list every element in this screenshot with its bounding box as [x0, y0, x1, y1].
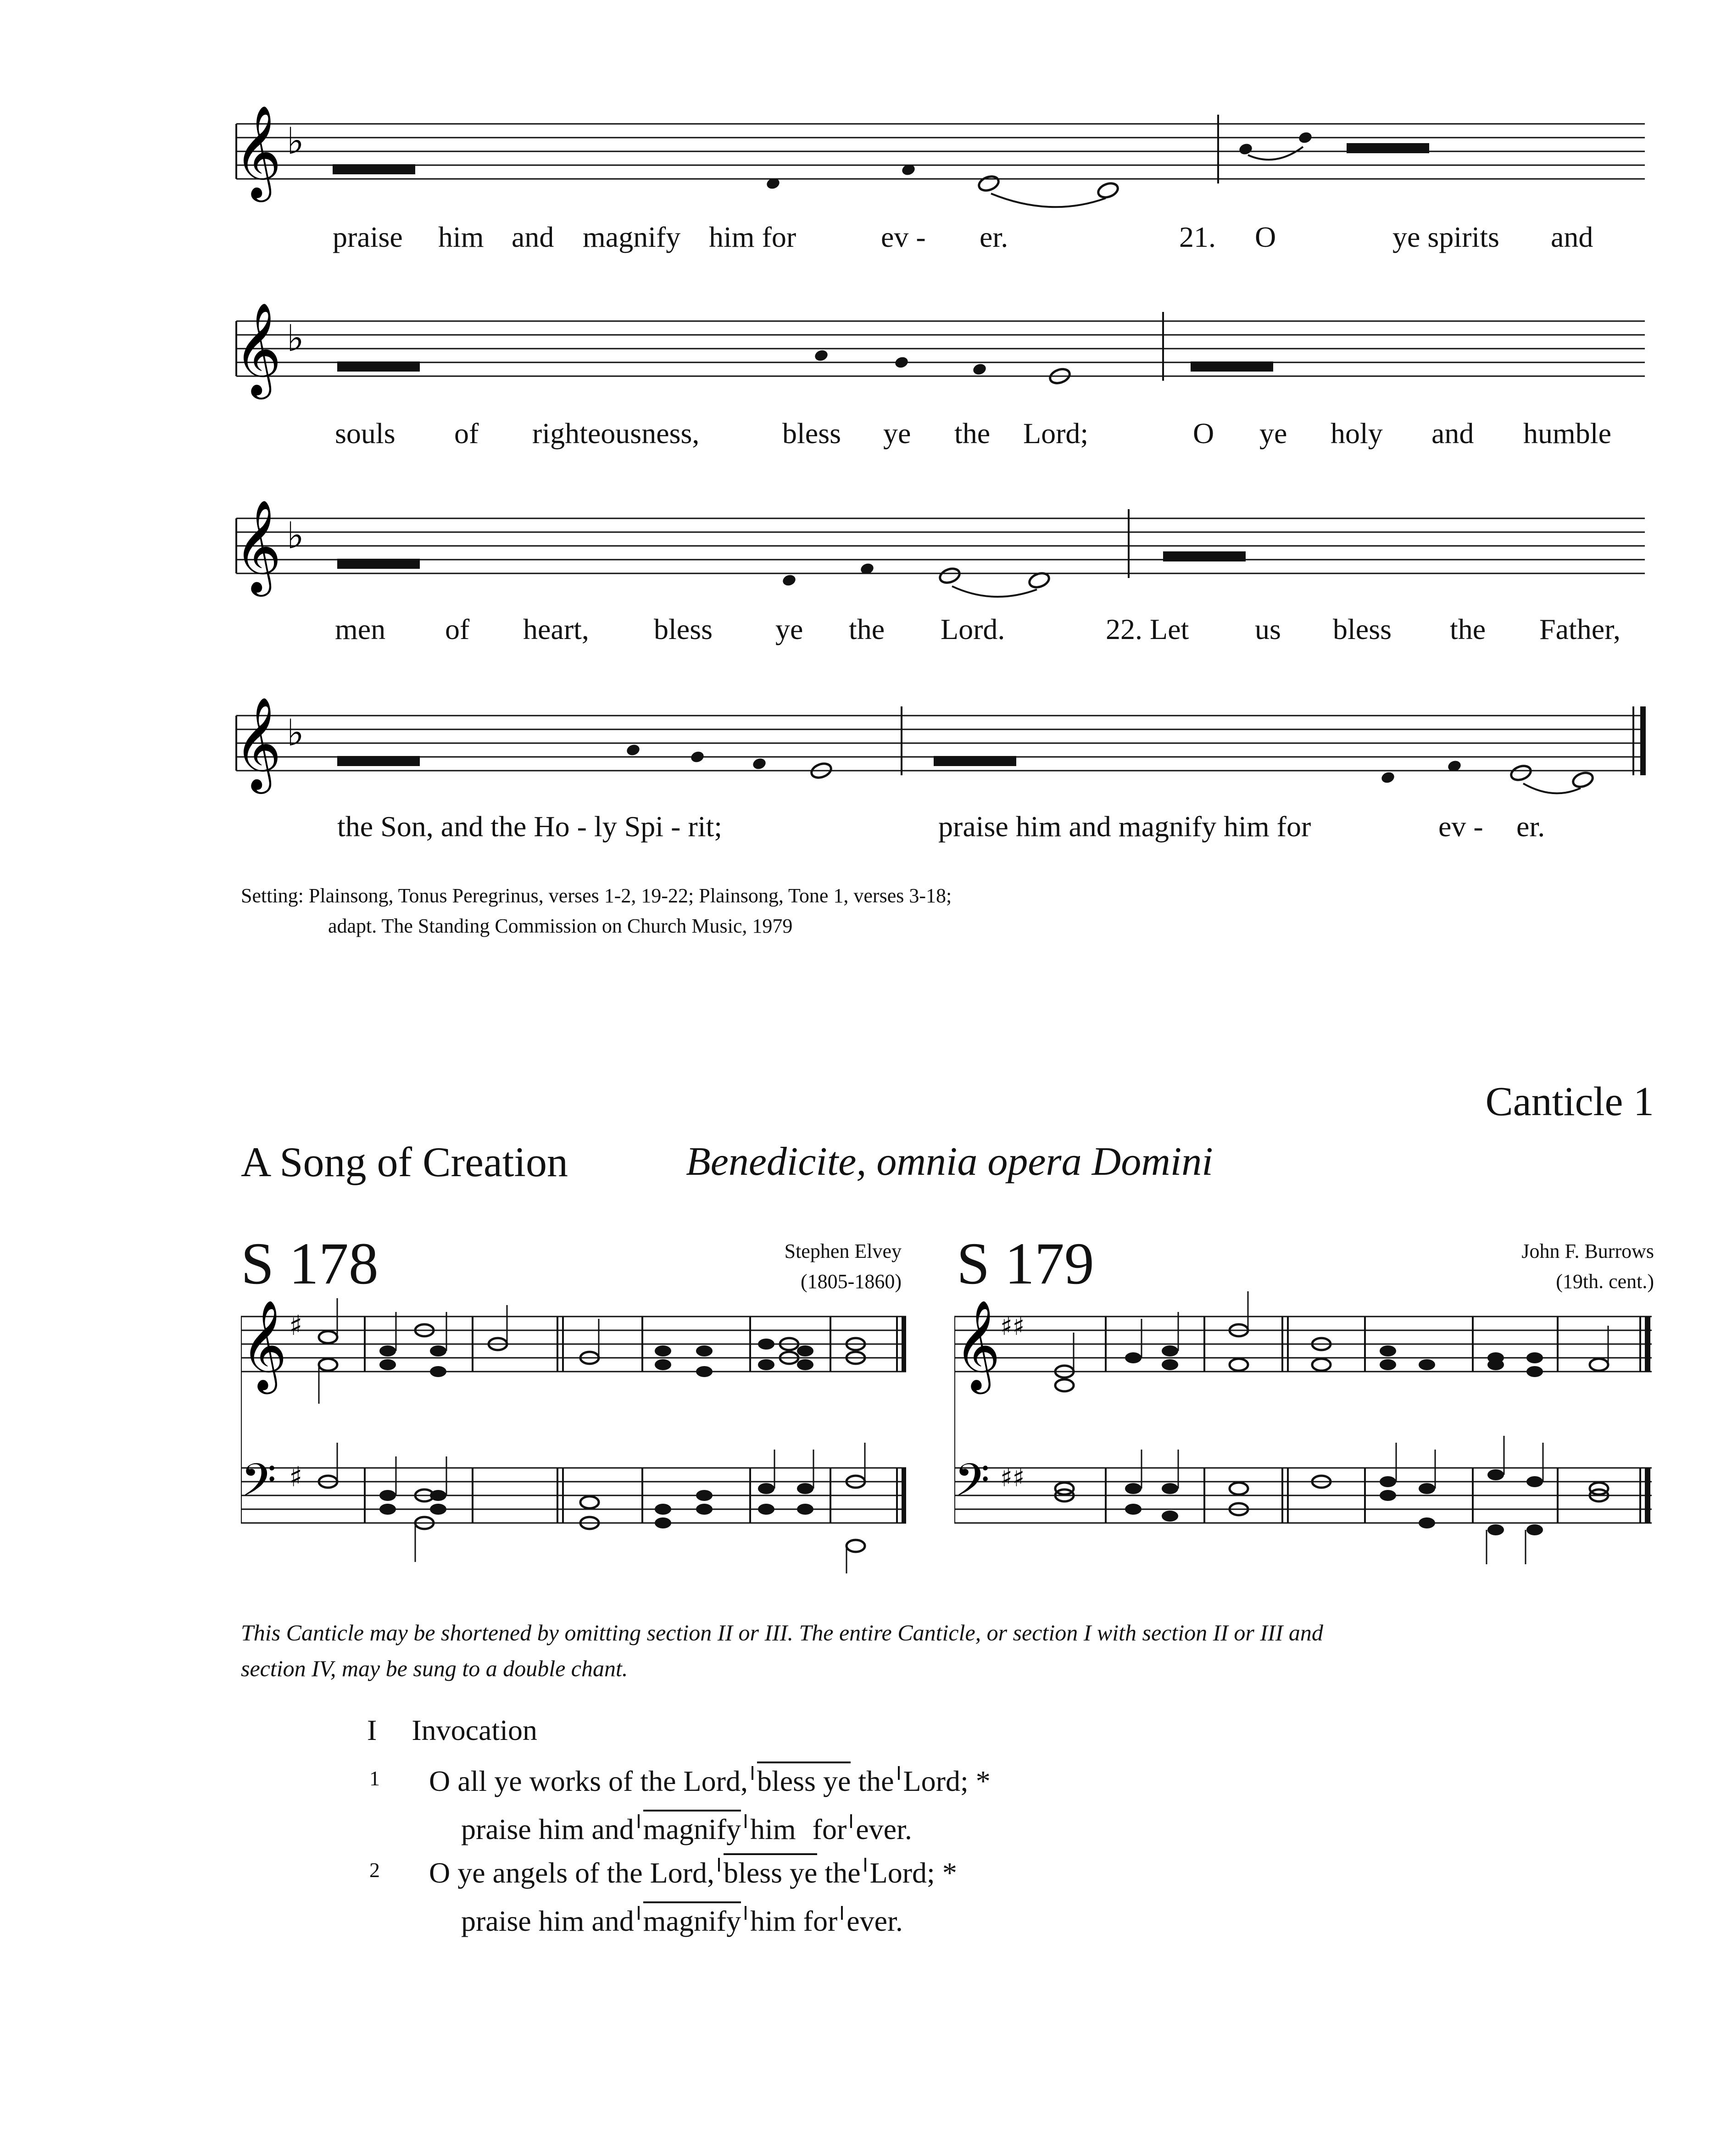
chant-note — [752, 757, 767, 771]
verse-text: praise him and — [461, 1813, 634, 1845]
chant-staff-2-svg — [234, 302, 1645, 417]
pointing-mark — [638, 1814, 640, 1828]
chant-note — [1509, 763, 1533, 782]
lyric: righteousness, — [532, 417, 700, 450]
lyric: ev - — [881, 221, 926, 253]
lyric: the — [1450, 613, 1486, 645]
sharp-icon: ♯♯ — [1000, 1311, 1025, 1341]
lyric: ye — [1259, 417, 1287, 450]
flat-icon: ♭ — [287, 514, 304, 557]
verse-text: bless ye — [757, 1761, 851, 1798]
lyric: him for — [709, 221, 796, 253]
pointing-mark — [745, 1814, 746, 1828]
chant-notes-filled — [379, 1339, 813, 1528]
treble-clef-icon: 𝄞 — [234, 302, 282, 395]
slur — [1248, 147, 1303, 160]
lyric: ev - — [1438, 810, 1483, 843]
lyric: bless — [1333, 613, 1392, 645]
chant-note — [1571, 770, 1595, 789]
lyric: souls — [335, 417, 395, 450]
canticle-title: A Song of Creation — [241, 1139, 568, 1185]
verse-text: praise him and — [461, 1905, 634, 1937]
slur — [1523, 783, 1581, 793]
bass-clef-icon: 𝄢 — [241, 1454, 277, 1518]
chant-note — [781, 573, 797, 587]
lyric: O — [1255, 221, 1276, 253]
section-roman: I — [367, 1714, 377, 1746]
instructions-line-1: This Canticle may be shortened by omitting section II or III. The entire Canticle, or section I with section II or III and — [241, 1620, 1323, 1645]
treble-clef-icon: 𝄞 — [234, 105, 282, 198]
composer-dates: (1805-1860) — [801, 1270, 902, 1293]
treble-clef-icon: 𝄞 — [234, 697, 282, 790]
sharp-icon: ♯ — [289, 1461, 303, 1493]
slur — [991, 194, 1106, 207]
verse-text: him for — [750, 1905, 838, 1937]
lyric: of — [445, 613, 470, 645]
flat-icon: ♭ — [287, 120, 304, 162]
chant-number-s178: S 178 — [241, 1231, 379, 1297]
lyric: 22. Let — [1106, 613, 1189, 645]
lyric: and — [512, 221, 554, 253]
verse-number: 1 — [369, 1767, 380, 1790]
chant-note — [938, 566, 962, 585]
pointing-mark — [752, 1766, 753, 1780]
reciting-note — [337, 559, 420, 569]
lyric: bless — [782, 417, 841, 450]
verse-1-line-1 — [429, 1761, 991, 1798]
verse-text: Lord; * — [869, 1856, 957, 1889]
pointing-mark — [718, 1858, 720, 1872]
chant-note — [1097, 181, 1120, 200]
lyric: er. — [980, 221, 1008, 253]
reciting-note — [934, 756, 1016, 766]
section-heading — [367, 1713, 537, 1747]
verse-1-line-2 — [461, 1810, 912, 1846]
reciting-note — [1163, 551, 1246, 561]
verse-text: bless ye — [724, 1853, 817, 1890]
pointing-mark — [898, 1766, 900, 1780]
pointing-mark — [864, 1858, 866, 1872]
lyric: ye spirits — [1392, 221, 1499, 253]
chant-number-s179: S 179 — [957, 1231, 1094, 1297]
verse-text: magnify — [643, 1810, 741, 1846]
treble-clef-icon: 𝄞 — [954, 1300, 1001, 1390]
lyric: men — [335, 613, 386, 645]
bass-clef-icon: 𝄢 — [954, 1454, 990, 1518]
composer-name: Stephen Elvey — [784, 1240, 902, 1262]
lyric: ye — [775, 613, 803, 645]
lyric: us — [1255, 613, 1281, 645]
verse-text: him — [750, 1813, 796, 1845]
verse-2-line-2 — [461, 1901, 903, 1938]
lyric: heart, — [523, 613, 589, 645]
chant-s178-svg — [241, 1289, 906, 1573]
chant-staff-1 — [234, 105, 1645, 220]
chant-note — [977, 174, 1001, 193]
setting-credit — [241, 881, 952, 941]
chant-staff-3-svg — [234, 500, 1645, 615]
lyric: humble — [1523, 417, 1611, 450]
chant-note — [1298, 131, 1313, 144]
sharp-icon: ♯ — [289, 1310, 303, 1342]
lyric: of — [454, 417, 479, 450]
anglican-chant-s179 — [954, 1289, 1652, 1573]
composer-s179 — [1392, 1236, 1654, 1297]
composer-name: John F. Burrows — [1521, 1240, 1654, 1262]
lyric: magnify — [583, 221, 681, 253]
chant-note — [972, 362, 987, 376]
setting-line-2: adapt. The Standing Commission on Church Music, 1979 — [328, 915, 793, 937]
chant-note — [690, 750, 705, 764]
verse-text: the — [858, 1765, 894, 1797]
setting-line-1: Setting: Plainsong, Tonus Peregrinus, verses 1-2, 19-22; Plainsong, Tone 1, verses 3-18; — [241, 884, 952, 907]
lyric: O — [1193, 417, 1214, 450]
chant-note — [1238, 142, 1253, 156]
verse-text: for — [812, 1813, 847, 1845]
lyric: the — [849, 613, 885, 645]
lyric: er. — [1516, 810, 1545, 843]
verse-2-line-1 — [429, 1853, 957, 1890]
treble-clef-icon: 𝄞 — [241, 1300, 287, 1390]
chant-notes-filled — [1125, 1345, 1543, 1535]
verse-text: the — [824, 1856, 861, 1889]
lyric: the Son, and the Ho - ly Spi - rit; — [337, 810, 723, 843]
instructions-line-2: section IV, may be sung to a double chant. — [241, 1656, 628, 1681]
lyric: and — [1551, 221, 1593, 253]
reciting-note — [337, 756, 420, 766]
composer-s178 — [688, 1236, 902, 1297]
lyric: Lord; — [1023, 417, 1089, 450]
lyric: 21. — [1179, 221, 1216, 253]
sharp-icon: ♯♯ — [1000, 1463, 1025, 1492]
chant-s179-svg — [954, 1289, 1652, 1573]
treble-clef-icon: 𝄞 — [234, 500, 282, 593]
reciting-note — [1191, 361, 1273, 372]
reciting-note — [1347, 143, 1429, 153]
lyric: praise — [333, 221, 403, 253]
anglican-chant-s178 — [241, 1289, 906, 1573]
composer-dates: (19th. cent.) — [1556, 1270, 1654, 1293]
lyric: ye — [883, 417, 911, 450]
verse-text: magnify — [643, 1901, 741, 1938]
verse-text: O ye angels of the Lord, — [429, 1856, 715, 1889]
lyric: him — [438, 221, 484, 253]
reciting-note — [333, 164, 415, 174]
chant-note — [625, 743, 641, 757]
verse-text: ever. — [856, 1813, 912, 1845]
section-title: Invocation — [412, 1714, 537, 1746]
pointing-mark — [841, 1906, 843, 1920]
chant-staff-1-svg — [234, 105, 1645, 220]
chant-staff-4-svg — [234, 697, 1645, 812]
lyric: Lord. — [941, 613, 1005, 645]
verse-number: 2 — [369, 1858, 380, 1882]
canticle-instructions — [241, 1615, 1649, 1686]
reciting-note — [337, 361, 420, 372]
lyric: Father, — [1539, 613, 1621, 645]
pointing-mark — [850, 1814, 852, 1828]
final-barline-thick — [1640, 706, 1646, 775]
chant-staff-2 — [234, 302, 1645, 417]
lyric: holy — [1331, 417, 1383, 450]
chant-note — [1380, 771, 1396, 784]
chant-staff-3 — [234, 500, 1645, 615]
verse-text: ever. — [847, 1905, 903, 1937]
verse-text: O all ye works of the Lord, — [429, 1765, 748, 1797]
pointing-mark — [745, 1906, 746, 1920]
lyric: the — [954, 417, 991, 450]
chant-staff-4 — [234, 697, 1645, 812]
canticle-latin-title: Benedicite, omnia opera Domini — [686, 1139, 1213, 1184]
chant-note — [813, 349, 829, 362]
canticle-number: Canticle 1 — [1485, 1079, 1654, 1124]
flat-icon: ♭ — [287, 711, 304, 754]
lyric: praise him and magnify him for — [938, 810, 1311, 843]
lyric: bless — [654, 613, 713, 645]
pointing-mark — [638, 1906, 640, 1920]
verse-text: Lord; * — [903, 1765, 991, 1797]
slur — [952, 586, 1037, 597]
lyric: and — [1431, 417, 1474, 450]
chant-note — [894, 356, 909, 369]
flat-icon: ♭ — [287, 317, 304, 360]
